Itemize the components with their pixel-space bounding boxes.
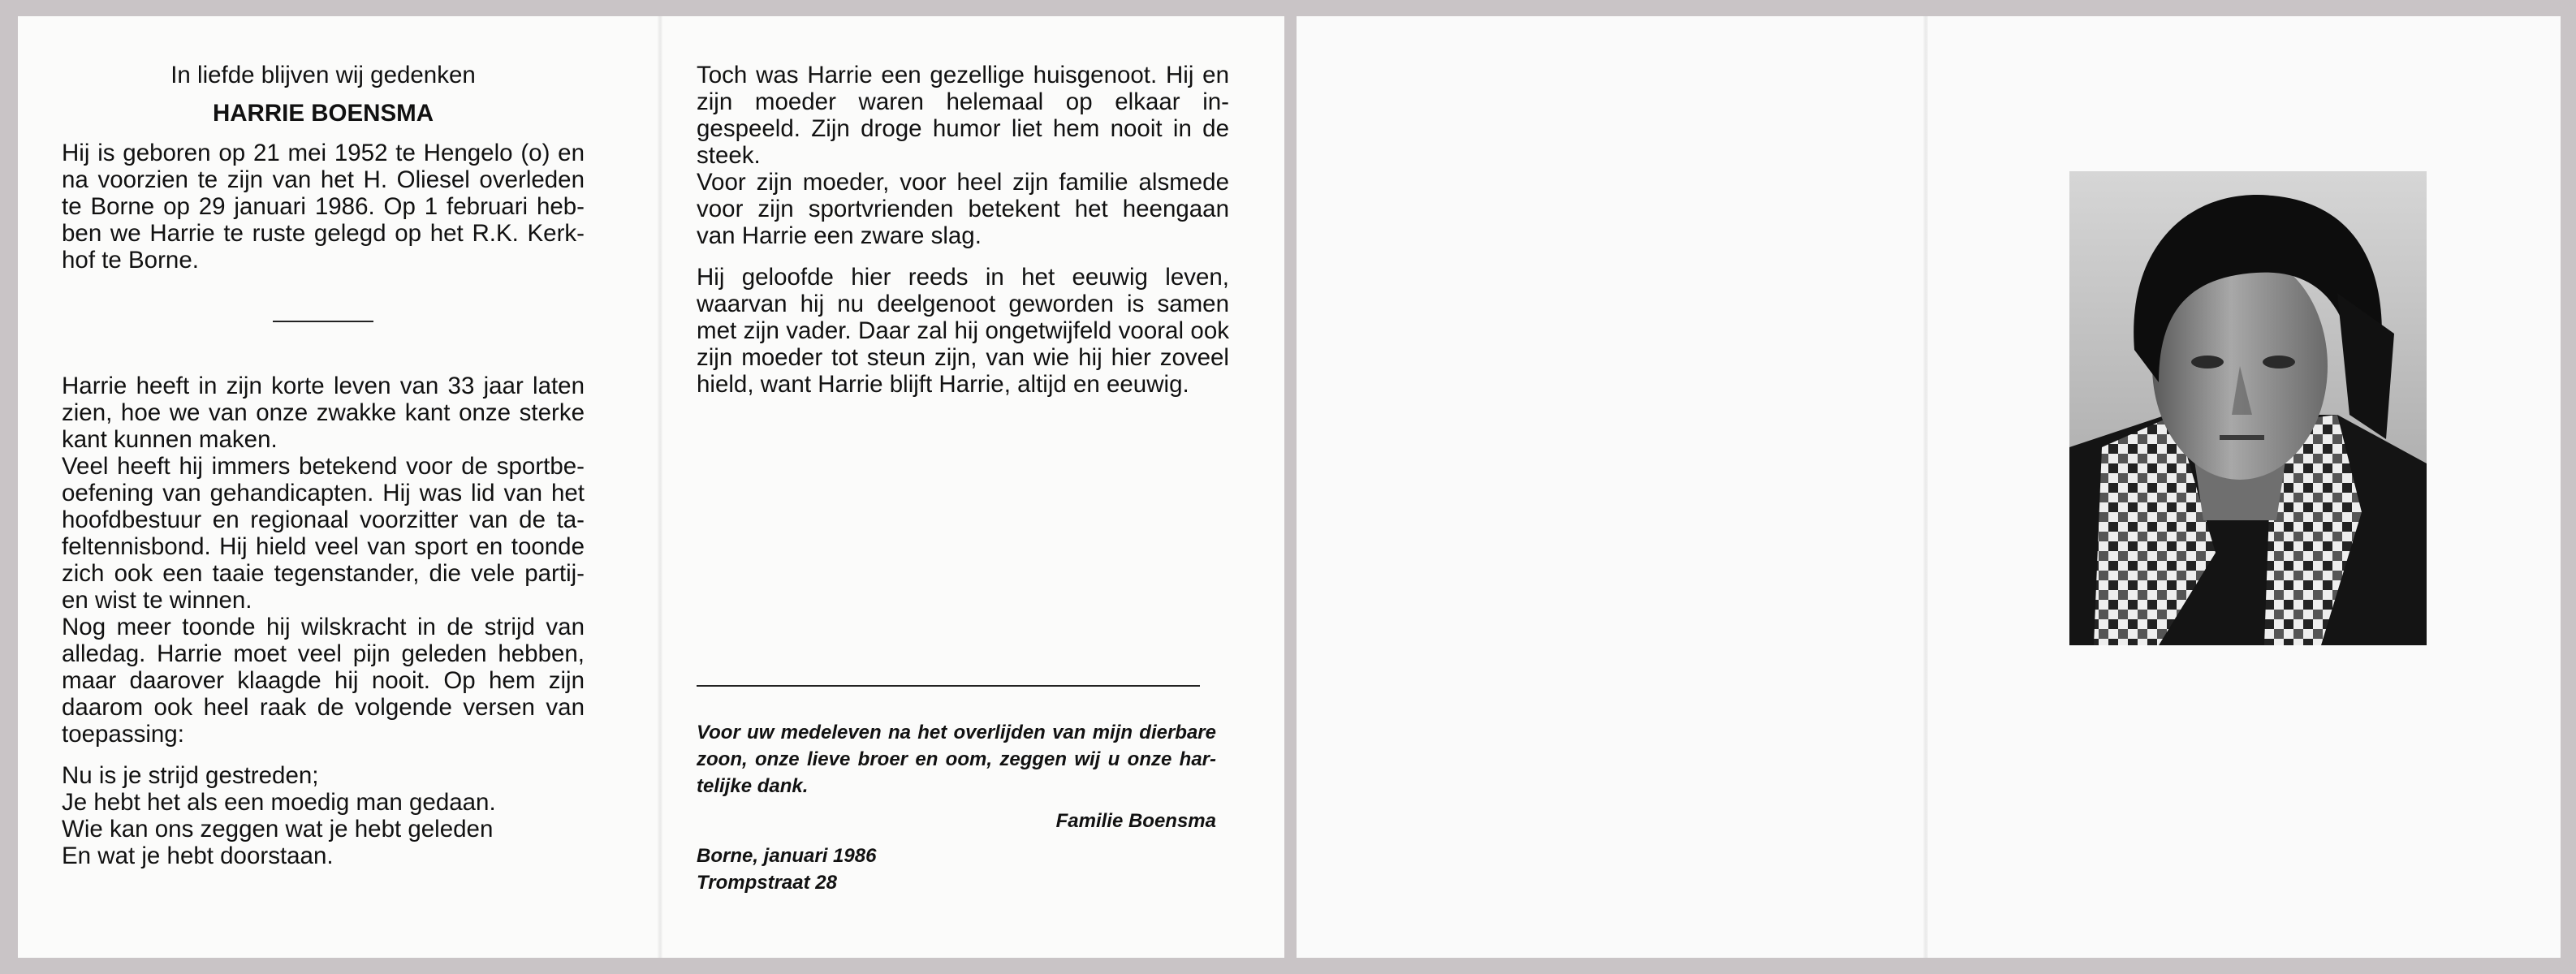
thanks-block: [697, 719, 1216, 896]
family-signature: Familie Boensma: [1055, 810, 1216, 832]
divider-line-long: [697, 685, 1200, 687]
verse-block: [62, 762, 585, 869]
tribute-paragraph: Harrie heeft in zijn korte leven van 33 jaar laten zien, hoe we van onze zwakke kant onze sterke kant kunnen maken.: [62, 373, 585, 453]
verse-line: Wie kan ons zeggen wat je hebt geleden: [62, 816, 494, 843]
faith-paragraph: Hij geloofde hier reeds in het eeuwig leven, waarvan hij nu deelgenoot geworden is samen met zijn vader. Daar zal hij ongetwijfeld vooral ook zijn moeder tot steun zijn, van wie hij hier zoveel hield, want Harrie blijft Harrie, altijd en eeuwig.: [697, 264, 1229, 398]
place-date: Borne, januari 1986: [697, 845, 877, 867]
verse-line: En wat je hebt doorstaan.: [62, 843, 334, 869]
verse-line: Nu is je strijd gestreden;: [62, 762, 319, 789]
address: Trompstraat 28: [697, 872, 837, 894]
card-heading: In liefde blijven wij gedenken: [170, 62, 476, 88]
thanks-text: Voor uw medeleven na het overlijden van mijn dierbare zoon, onze lieve broer en oom, zeggen wij u onze har-telijke dank.: [697, 722, 1216, 797]
tribute-paragraph: Veel heeft hij immers betekend voor de sportbe-oefening van gehandicapten. Hij was lid van het hoofdbestuur en regionaal voorzitter van de ta-feltennisbond. Hij hield veel van sport en toonde zich ook een taaie tegenstander, die vele partij-en wist te winnen.: [62, 453, 585, 614]
portrait-photo-image: [2069, 171, 2427, 645]
verse-line: Je hebt het als een moedig man gedaan.: [62, 789, 496, 816]
deceased-name: HARRIE BOENSMA: [212, 100, 434, 127]
middle-text-panel: [697, 62, 1229, 894]
card-fold-line: [1923, 16, 1928, 958]
card-fold-line: [658, 16, 662, 958]
portrait-photo: [2069, 171, 2427, 645]
divider-line: [273, 321, 373, 322]
home-paragraph: Toch was Harrie een gezellige huisgenoot. Hij en zijn moeder waren helemaal op elkaar in-gespeeld. Zijn droge humor liet hem nooit in de steek.: [697, 62, 1229, 169]
biography-paragraph: Hij is geboren op 21 mei 1952 te Hengelo (o) en na voorzien te zijn van het H. Oliesel overleden te Borne op 29 januari 1986. Op 1 februari heb-ben we Harrie te ruste gelegd op het R.K. Kerk-hof te Borne.: [62, 140, 585, 274]
left-text-panel: [62, 62, 585, 869]
home-paragraph: Voor zijn moeder, voor heel zijn familie alsmede voor zijn sportvrienden betekent het heengaan van Harrie een zware slag.: [697, 169, 1229, 249]
tribute-paragraph: Nog meer toonde hij wilskracht in de strijd van alledag. Harrie moet veel pijn geleden hebben, maar daarover klaagde hij nooit. Op hem zijn daarom ook heel raak de volgende versen van toepassing:: [62, 614, 585, 748]
